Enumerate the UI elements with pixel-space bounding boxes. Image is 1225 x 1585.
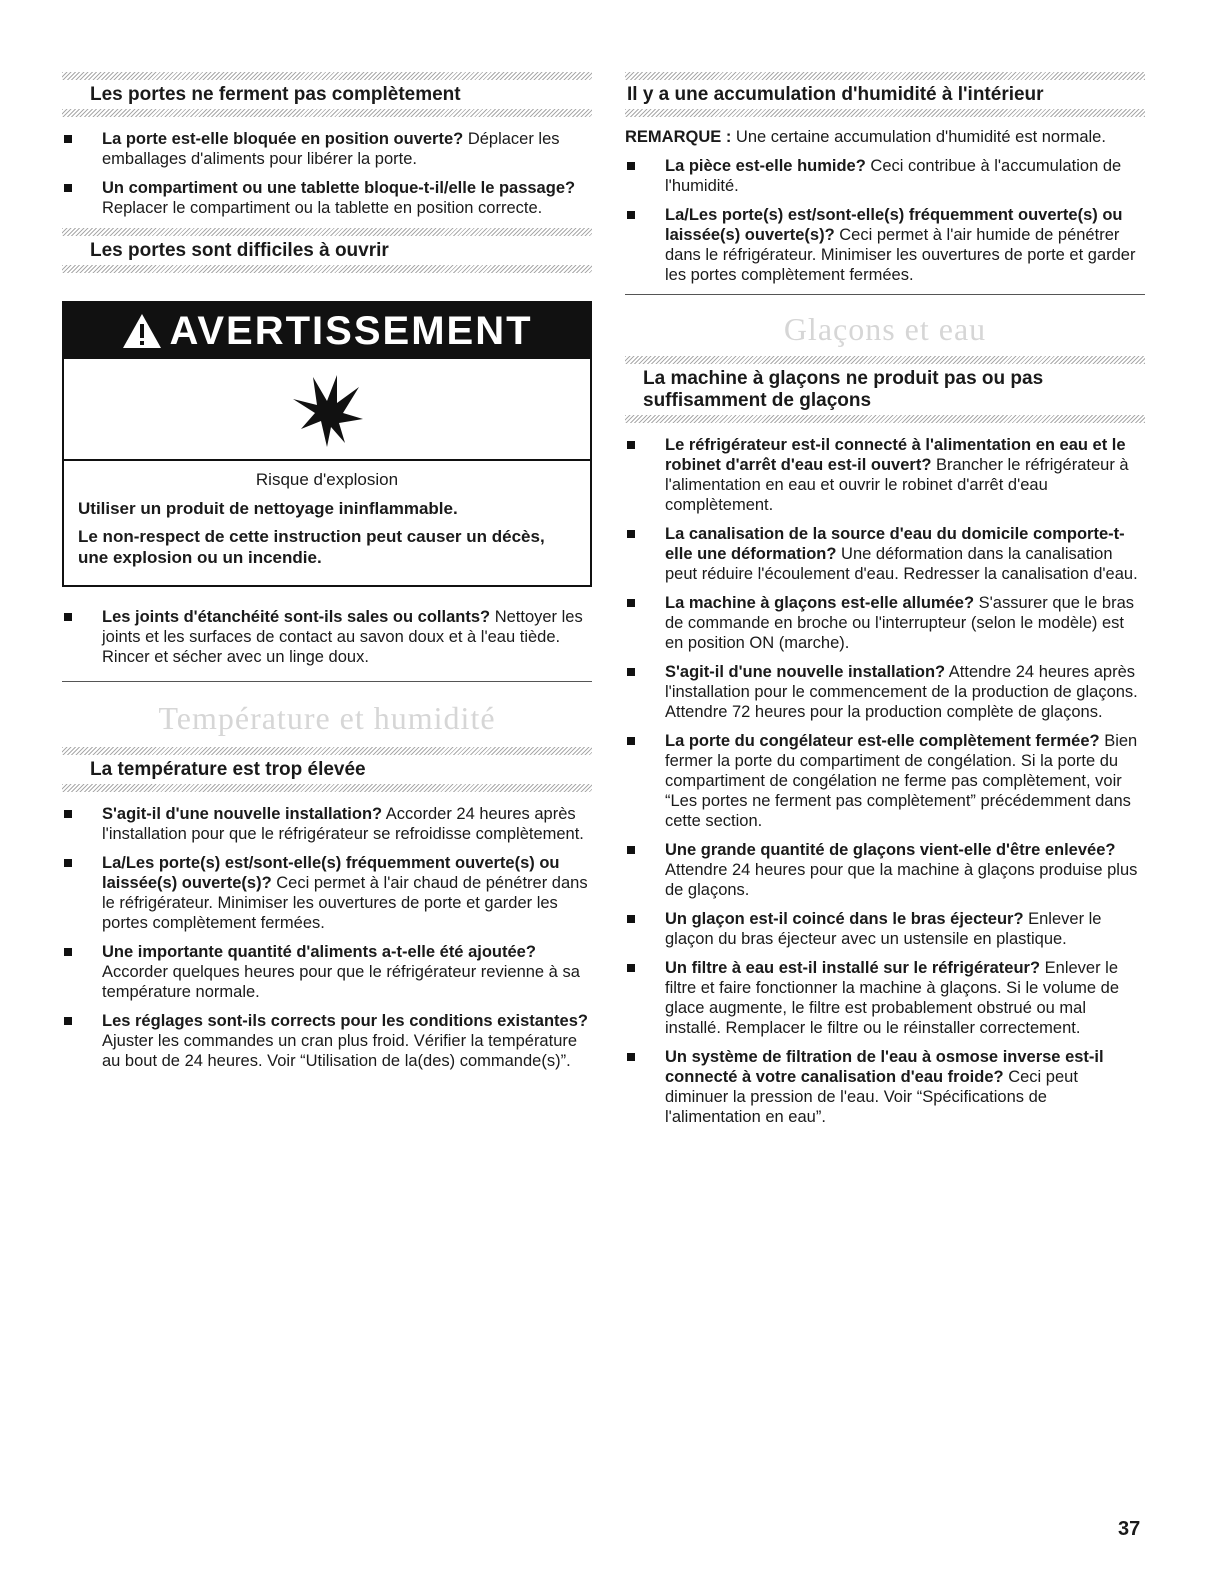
list-item: La canalisation de la source d'eau du domicile comporte-t-elle une déformation? Une déformation dans la canalisation peut réduire l'écoulement d'eau. Redresser la canalisation d'eau. xyxy=(625,524,1145,584)
category-divider xyxy=(62,681,592,682)
list-item: S'agit-il d'une nouvelle installation? Accorder 24 heures après l'installation pour que le réfrigérateur se refroidisse complètement. xyxy=(62,804,592,844)
section-rule-top xyxy=(625,72,1145,80)
list-item: Un filtre à eau est-il installé sur le réfrigérateur? Enlever le filtre et faire fonctionner la machine à glaçons. Si le volume de glace augmente, le filtre est probablement obstrué ou mal installé. Remplacer le filtre ou le réinstaller correctement. xyxy=(625,958,1145,1038)
section-title-temp-too-high: La température est trop élevée xyxy=(90,759,366,780)
section-rule-top xyxy=(62,228,592,236)
category-divider xyxy=(625,294,1145,295)
list-item: Une grande quantité de glaçons vient-elle d'être enlevée? Attendre 24 heures pour que la machine à glaçons produise plus de glaçons. xyxy=(625,840,1145,900)
section-rule-top xyxy=(625,356,1145,364)
list-temp-too-high xyxy=(62,804,592,1071)
list-item: Les réglages sont-ils corrects pour les conditions existantes? Ajuster les commandes un cran plus froid. Vérifier la température au bout de 24 heures. Voir “Utilisation de la(des) commande(s)”. xyxy=(62,1011,592,1071)
section-title-moisture: Il y a une accumulation d'humidité à l'intérieur xyxy=(627,84,1044,105)
hazard-title: Risque d'explosion xyxy=(255,470,399,489)
list-ice-maker xyxy=(625,435,1145,1127)
warning-triangle-icon xyxy=(121,312,163,350)
note: REMARQUE : Une certaine accumulation d'humidité est normale. xyxy=(625,128,1106,146)
list-item: Un compartiment ou une tablette bloque-t-il/elle le passage? Replacer le compartiment ou la tablette en position correcte. xyxy=(62,178,592,218)
list-item: Un glaçon est-il coincé dans le bras éjecteur? Enlever le glaçon du bras éjecteur avec un ustensile en plastique. xyxy=(625,909,1145,949)
list-item: S'agit-il d'une nouvelle installation? Attendre 24 heures après l'installation pour le commencement de la production de glaçons. Attendre 72 heures pour la production complète de glaçons. xyxy=(625,662,1145,722)
list-item: La machine à glaçons est-elle allumée? S'assurer que le bras de commande en broche ou l'interrupteur (selon le modèle) est en position ON (marche). xyxy=(625,593,1145,653)
section-rule-bottom xyxy=(625,109,1145,117)
list-item: La porte est-elle bloquée en position ouverte? Déplacer les emballages d'aliments pour libérer la porte. xyxy=(62,129,592,169)
list-item: Une importante quantité d'aliments a-t-elle été ajoutée? Accorder quelques heures pour que le réfrigérateur revienne à sa température normale. xyxy=(62,942,592,1002)
category-title-temperature: Température et humidité xyxy=(158,700,496,736)
list-item: La pièce est-elle humide? Ceci contribue à l'accumulation de l'humidité. xyxy=(625,156,1145,196)
warning-box xyxy=(62,301,592,587)
warning-banner xyxy=(64,303,590,359)
section-rule-top xyxy=(62,72,592,80)
warning-banner-text: AVERTISSEMENT xyxy=(169,308,533,353)
section-rule-bottom xyxy=(62,784,592,792)
explosion-icon xyxy=(287,369,367,449)
section-rule-bottom xyxy=(62,109,592,117)
list-doors-hard-open xyxy=(62,607,592,667)
category-title-ice: Glaçons et eau xyxy=(783,311,987,347)
section-title-doors-not-close: Les portes ne ferment pas complètement xyxy=(90,84,461,105)
section-rule-bottom xyxy=(625,415,1145,423)
section-rule-top xyxy=(62,747,592,755)
warning-consequence: Le non-respect de cette instruction peut causer un décès, une explosion ou un incendie. xyxy=(78,527,545,567)
warning-instruction: Utiliser un produit de nettoyage ininflammable. xyxy=(78,499,458,518)
list-item: La porte du congélateur est-elle complètement fermée? Bien fermer la porte du compartiment de congélation. Si la porte du compartiment de congélation ne ferme pas complètement, voir “Les portes ne ferment pas complètement” précédemment dans cette section. xyxy=(625,731,1145,831)
list-item: La/Les porte(s) est/sont-elle(s) fréquemment ouverte(s) ou laissée(s) ouverte(s)? Ceci permet à l'air humide de pénétrer dans le réfrigérateur. Minimiser les ouvertures de porte et garder les portes complètement fermées. xyxy=(625,205,1145,285)
list-item: Les joints d'étanchéité sont-ils sales ou collants? Nettoyer les joints et les surfaces de contact au savon doux et à l'eau tiède. Rincer et sécher avec un linge doux. xyxy=(62,607,592,667)
section-rule-bottom xyxy=(62,265,592,273)
section-title-ice-maker: La machine à glaçons ne produit pas ou pas suffisamment de glaçons xyxy=(643,368,1044,411)
list-moisture xyxy=(625,156,1145,285)
list-item: Un système de filtration de l'eau à osmose inverse est-il connecté à votre canalisation d'eau froide? Ceci peut diminuer la pression de l'eau. Voir “Spécifications de l'alimentation en eau”. xyxy=(625,1047,1145,1127)
list-doors-not-close xyxy=(62,129,592,218)
section-title-doors-hard-open: Les portes sont difficiles à ouvrir xyxy=(90,240,389,261)
list-item: Le réfrigérateur est-il connecté à l'alimentation en eau et le robinet d'arrêt d'eau est-il ouvert? Brancher le réfrigérateur à l'alimentation en eau et ouvrir le robinet d'arrêt d'eau complètement. xyxy=(625,435,1145,515)
page-number: 37 xyxy=(1118,1518,1141,1540)
list-item: La/Les porte(s) est/sont-elle(s) fréquemment ouverte(s) ou laissée(s) ouverte(s)? Ceci permet à l'air chaud de pénétrer dans le réfrigérateur. Minimiser les ouvertures de porte et garder les portes complètement fermées. xyxy=(62,853,592,933)
